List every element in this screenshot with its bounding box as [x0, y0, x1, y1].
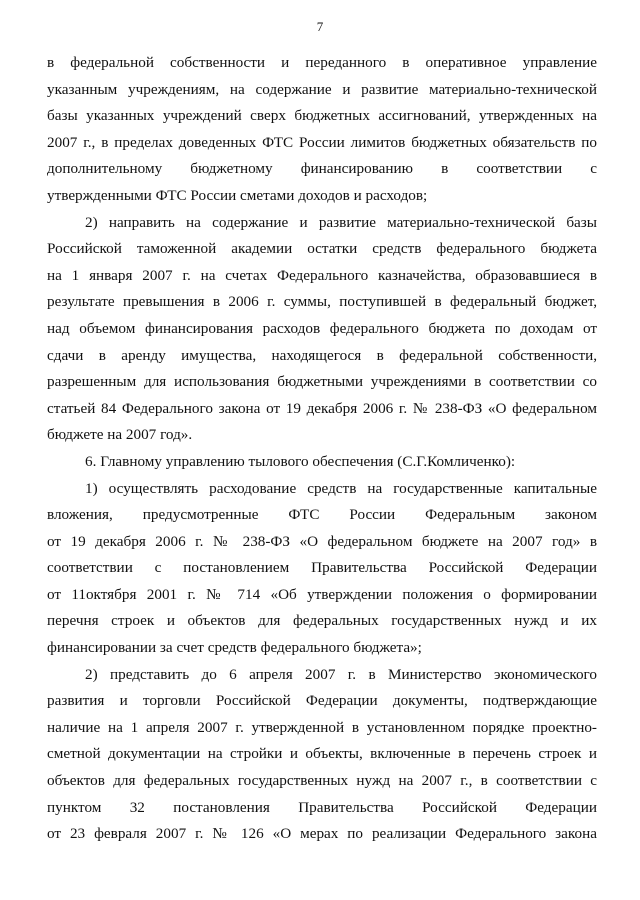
paragraph: [47, 476, 597, 662]
text-line: базы указанных учреждений сверх бюджетных ассигнований, утвержденных на: [47, 107, 597, 125]
text-line: в федеральной собственности и переданного в оперативное управление: [47, 54, 597, 71]
text-line: вложения, предусмотренные ФТС России Федеральным законом: [47, 506, 597, 524]
paragraph: [47, 50, 597, 210]
text-line: Российской таможенной академии остатки средств федерального бюджета: [47, 240, 597, 258]
text-line: 1) осуществлять расходование средств на государственные капитальные: [85, 479, 597, 497]
text-line: дополнительному бюджетному финансированию в соответствии с: [47, 160, 597, 178]
text-line: 6. Главному управлению тылового обеспечения (С.Г.Комличенко):: [85, 452, 516, 470]
text-line: разрешенным для использования бюджетными учреждениями в соответствии со: [47, 373, 597, 391]
text-line: сметной документации на стройки и объекты, включенные в перечень строек и: [47, 745, 597, 763]
text-line: 2) направить на содержание и развитие материально-технической базы: [85, 213, 597, 231]
text-line: соответствии с постановлением Правительства Российской Федерации: [47, 559, 597, 577]
text-line: над объемом финансирования расходов федерального бюджета по доходам от: [47, 319, 597, 337]
text-line: 2007 г., в пределах доведенных ФТС России лимитов бюджетных обязательств по: [47, 133, 597, 151]
text-line: сдачи в аренду имущества, находящегося в федеральной собственности,: [47, 346, 597, 364]
text-line: наличие на 1 апреля 2007 г. утвержденной в установленном порядке проектно-: [47, 718, 597, 736]
paragraph: [47, 662, 597, 848]
paragraph: [47, 210, 597, 449]
text-line: бюджете на 2007 год».: [47, 426, 193, 444]
text-line: перечня строек и объектов для федеральных государственных нужд и их: [47, 612, 597, 630]
text-line: от 23 февраля 2007 г. № 126 «О мерах по реализации Федерального закона: [47, 825, 597, 843]
text-line: на 1 января 2007 г. на счетах Федерального казначейства, образовавшиеся в: [47, 266, 597, 284]
text-line: 2) представить до 6 апреля 2007 г. в Министерство экономического: [85, 665, 597, 683]
text-line: указанным учреждениям, на содержание и развитие материально-технической: [47, 80, 597, 98]
text-line: финансировании за счет средств федерального бюджета»;: [47, 639, 422, 657]
page-number: 7: [316, 19, 324, 34]
text-line: пунктом 32 постановления Правительства Российской Федерации: [47, 798, 597, 816]
text-line: объектов для федеральных государственных нужд на 2007 г., в соответствии с: [47, 772, 597, 790]
document-body: [47, 50, 597, 848]
text-line: утвержденными ФТС России сметами доходов и расходов;: [47, 186, 428, 204]
text-line: статьей 84 Федерального закона от 19 декабря 2006 г. № 238-ФЗ «О федеральном: [47, 399, 597, 417]
paragraph: [47, 449, 597, 476]
text-line: результате превышения в 2006 г. суммы, поступившей в федеральный бюджет,: [47, 293, 597, 311]
text-line: от 11октября 2001 г. № 714 «Об утверждении положения о формировании: [47, 585, 597, 603]
text-line: от 19 декабря 2006 г. № 238-ФЗ «О федеральном бюджете на 2007 год» в: [47, 532, 597, 550]
text-line: развития и торговли Российской Федерации документы, подтверждающие: [47, 692, 597, 710]
